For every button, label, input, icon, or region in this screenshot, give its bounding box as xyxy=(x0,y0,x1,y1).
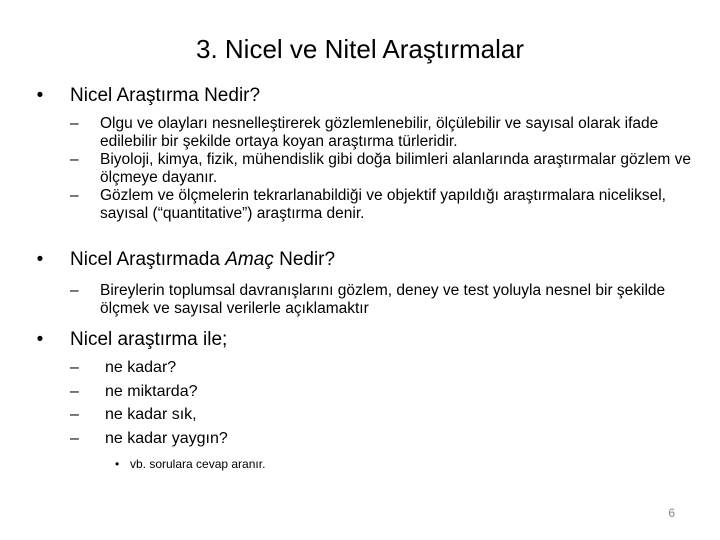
section-heading-text: Nicel araştırma ile; xyxy=(70,329,228,350)
bullet-marker: • xyxy=(36,249,44,270)
section-heading-text-part1: Nicel Araştırmada xyxy=(70,249,226,270)
list-item xyxy=(70,427,700,451)
bullet-marker: • xyxy=(115,457,120,471)
list-item-text: Biyoloji, kimya, fizik, mühendislik gibi doğa bilimleri alanlarında araştırmalar gözlem ve ölçmeye dayanır. xyxy=(100,151,691,186)
purpose-list xyxy=(70,282,700,318)
list-item xyxy=(70,282,700,318)
section-heading-text-part2: Nedir? xyxy=(273,249,336,270)
section-heading-text-italic: Amaç xyxy=(225,249,274,270)
list-item-text: ne kadar? xyxy=(105,359,177,376)
sub-note xyxy=(115,456,700,472)
list-item xyxy=(70,380,700,404)
list-item-text: Bireylerin toplumsal davranışlarını gözlem, deney ve test yoluyla nesnel bir şekilde ölçmek ve sayısal verilerle açıklamaktır xyxy=(100,282,666,317)
dash-marker: – xyxy=(70,359,79,376)
list-item-text: Gözlem ve ölçmelerin tekrarlanabildiği ve objektif yapıldığı araştırmalara niceliksel, sayısal (“quantitative”) araştırma denir. xyxy=(100,187,666,222)
slide-title: 3. Nicel ve Nitel Araştırmalar xyxy=(196,34,524,64)
dash-marker: – xyxy=(70,382,79,400)
list-item xyxy=(70,403,700,427)
sub-note-text: vb. sorulara cevap aranır. xyxy=(130,457,266,471)
section-heading-questions xyxy=(30,328,700,352)
list-item-text: ne kadar sık, xyxy=(105,406,197,423)
dash-marker: – xyxy=(70,282,79,299)
section-heading-what-is xyxy=(30,84,700,108)
dash-marker: – xyxy=(70,187,79,204)
questions-list xyxy=(70,356,700,450)
section-heading-text: Nicel Araştırma Nedir? xyxy=(70,85,261,106)
section-heading-purpose xyxy=(30,248,700,272)
dash-marker: – xyxy=(70,115,79,132)
list-item xyxy=(70,115,700,151)
list-item-text: ne miktarda? xyxy=(105,382,198,400)
dash-marker: – xyxy=(70,151,79,168)
definition-list xyxy=(70,115,700,223)
page-number: 6 xyxy=(668,506,675,520)
slide-content xyxy=(30,84,700,472)
bullet-marker: • xyxy=(36,85,44,106)
list-item xyxy=(70,151,700,187)
list-item xyxy=(70,356,700,380)
list-item-text: Olgu ve olayları nesnelleştirerek gözlemlenebilir, ölçülebilir ve sayısal olarak ifade edilebilir bir şekilde ortaya koyan araştırma türleridir. xyxy=(100,115,659,150)
dash-marker: – xyxy=(70,429,79,447)
dash-marker: – xyxy=(70,406,79,423)
bullet-marker: • xyxy=(36,329,44,350)
list-item xyxy=(70,187,700,223)
list-item-text: ne kadar yaygın? xyxy=(105,429,228,447)
